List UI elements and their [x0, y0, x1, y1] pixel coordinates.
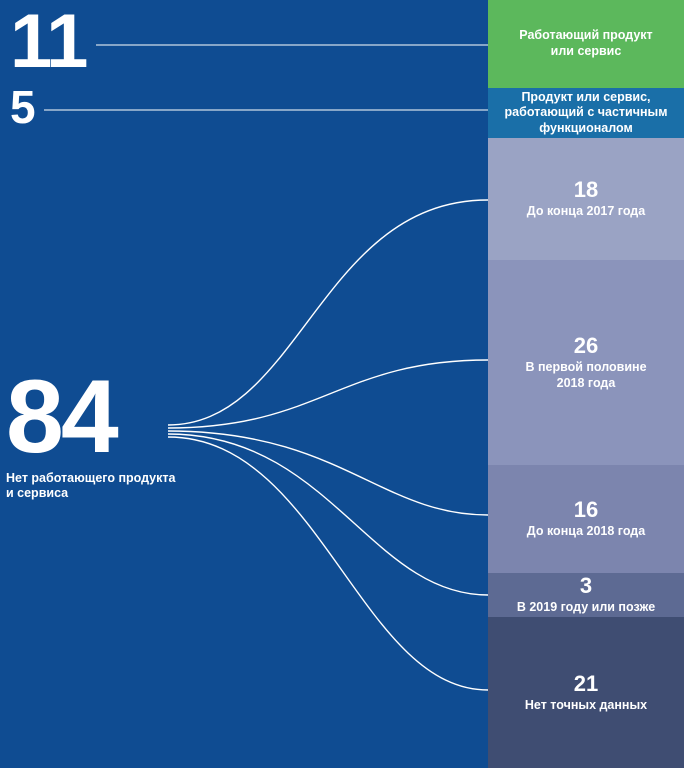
link-84-to-2019: [168, 434, 488, 595]
target-partial-line3: функционалом: [539, 120, 633, 135]
source-84-number: 84: [6, 359, 116, 475]
target-h1-2018-line2: 2018 года: [556, 375, 616, 390]
target-partial-label: [505, 90, 668, 137]
source-84-label: [6, 471, 175, 502]
target-block-working: [488, 0, 684, 88]
target-h1-2018-label: [525, 360, 646, 391]
target-end-2017-number: 18: [573, 177, 599, 203]
target-end-2017-label: До конца 2017 года: [526, 204, 646, 219]
target-working-line2: или сервис: [550, 44, 622, 58]
target-block-end-2018: [488, 465, 684, 573]
target-block-h1-2018: [488, 260, 684, 465]
target-end-2018-label: До конца 2018 года: [526, 524, 646, 539]
source-84-label-line2: и сервиса: [6, 486, 69, 501]
target-nodata-label: Нет точных данных: [524, 697, 648, 712]
source-node-5: [10, 81, 34, 133]
link-84-to-nodata: [168, 437, 488, 690]
target-h1-2018-number: 26: [573, 332, 599, 358]
link-84-to-2017: [168, 200, 488, 425]
target-working-label: [519, 28, 652, 59]
target-h1-2018-line1: В первой половине: [525, 359, 647, 374]
link-84-to-h1-2018: [168, 360, 488, 428]
target-2019-number: 3: [579, 573, 593, 599]
target-block-2019: [488, 573, 684, 617]
source-5-number: 5: [10, 81, 34, 133]
target-nodata-number: 21: [573, 670, 599, 696]
source-11-number: 11: [10, 0, 87, 84]
link-84-to-end-2018: [168, 431, 488, 515]
target-block-partial: [488, 88, 684, 138]
target-blocks: [488, 0, 684, 768]
target-working-line1: Работающий продукт: [519, 28, 653, 43]
target-partial-line2: работающий с частичным: [504, 105, 668, 120]
target-2019-label: В 2019 году или позже: [516, 600, 656, 615]
target-block-end-2017: [488, 138, 684, 260]
source-node-11: [10, 0, 87, 84]
source-node-84: [6, 359, 176, 502]
target-partial-line1: Продукт или сервис,: [521, 89, 651, 104]
target-end-2018-number: 16: [573, 497, 599, 523]
target-block-nodata: [488, 617, 684, 768]
source-84-label-line1: Нет работающего продукта: [6, 470, 176, 485]
